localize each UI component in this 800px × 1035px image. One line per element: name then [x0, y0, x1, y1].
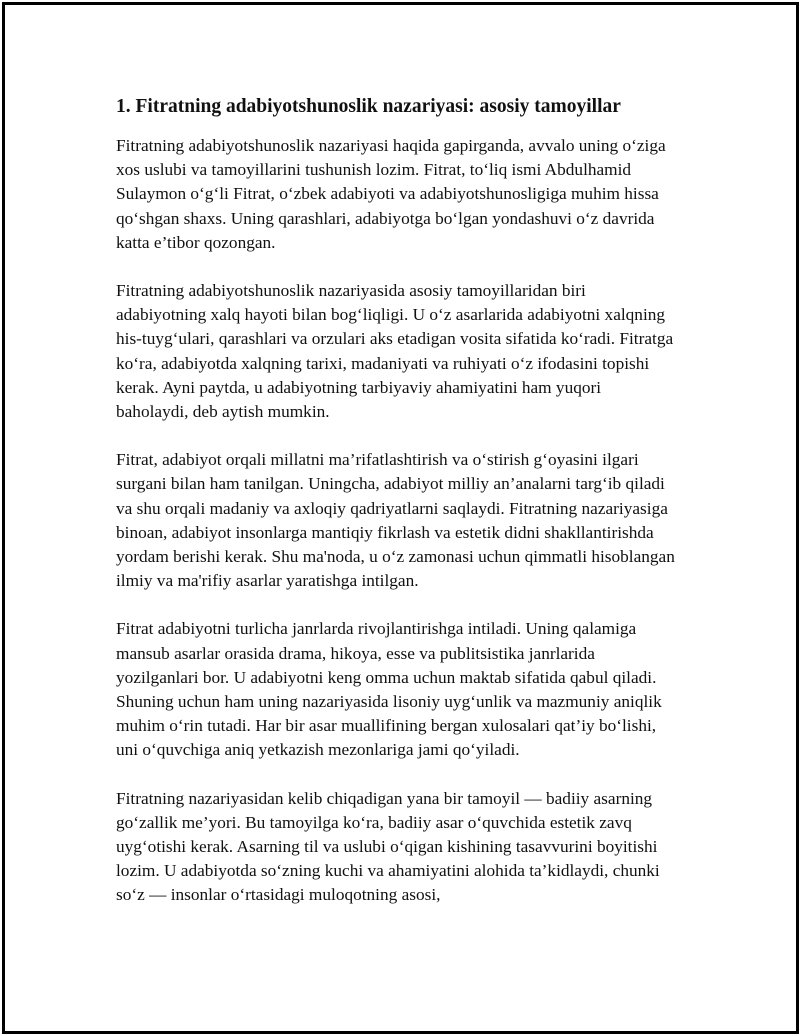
paragraph-3: Fitrat, adabiyot orqali millatni ma’rifatlashtirish va o‘stirish g‘oyasini ilgari surgani bilan ham tanilgan. Uningcha, adabiyot milliy an’analarni targ‘ib qiladi va shu orqali madaniy va axloqiy qadriyatlarni saqlaydi. Fitratning nazariyasiga binoan, adabiyot insonlarga mantiqiy fikrlash va estetik didni shakllantirishda yordam berishi kerak. Shu ma'noda, u o‘z zamonasi uchun qimmatli hisoblangan ilmiy va ma'rifiy asarlar yaratishga intilgan. — [116, 450, 675, 591]
paragraph-1: Fitratning adabiyotshunoslik nazariyasi haqida gapirganda, avvalo uning o‘ziga xos uslubi va tamoyillarini tushunish lozim. Fitrat, to‘liq ismi Abdulhamid Sulaymon o‘g‘li Fitrat, o‘zbek adabiyoti va adabiyotshunosligiga muhim hissa qo‘shgan shaxs. Uning qarashlari, adabiyotga bo‘lgan yondashuvi o‘z davrida katta e’tibor qozongan. — [116, 136, 666, 252]
document-body — [116, 94, 676, 932]
section-heading: 1. Fitratning adabiyotshunoslik nazariyasi: asosiy tamoyillar — [116, 96, 621, 117]
paragraph-2: Fitratning adabiyotshunoslik nazariyasida asosiy tamoyillaridan biri adabiyotning xalq hayoti bilan bog‘liqligi. U o‘z asarlarida adabiyotni xalqning his-tuyg‘ulari, qarashlari va orzulari aks etadigan vosita sifatida ko‘radi. Fitratga ko‘ra, adabiyotda xalqning tarixi, madaniyati va ruhiyati o‘z ifodasini topishi kerak. Ayni paytda, u adabiyotning tarbiyaviy ahamiyatini ham yuqori baholaydi, deb aytish mumkin. — [116, 281, 674, 422]
paragraph-5: Fitratning nazariyasidan kelib chiqadigan yana bir tamoyil — badiiy asarning go‘zallik me’yori. Bu tamoyilga ko‘ra, badiiy asar o‘quvchida estetik zavq uyg‘otishi kerak. Asarning til va uslubi o‘qigan kishining tasavvurini boyitishi lozim. U adabiyotda so‘zning kuchi va ahamiyatini alohida ta’kidlaydi, chunki so‘z — insonlar o‘rtasidagi muloqotning asosi, — [116, 788, 660, 905]
paragraph-4: Fitrat adabiyotni turlicha janrlarda rivojlantirishga intiladi. Uning qalamiga mansub asarlar orasida drama, hikoya, esse va publitsistika janrlarida yozilganlari bor. U adabiyotni keng omma uchun maktab sifatida qabul qiladi. Shuning uchun ham uning nazariyasida lisoniy uyg‘unlik va mazmuniy aniqlik muhim o‘rin tutadi. Har bir asar muallifining bergan xulosalari qat’iy bo‘lishi, uni o‘quvchiga aniq yetkazish mezonlariga jami qo‘yiladi. — [116, 619, 662, 760]
